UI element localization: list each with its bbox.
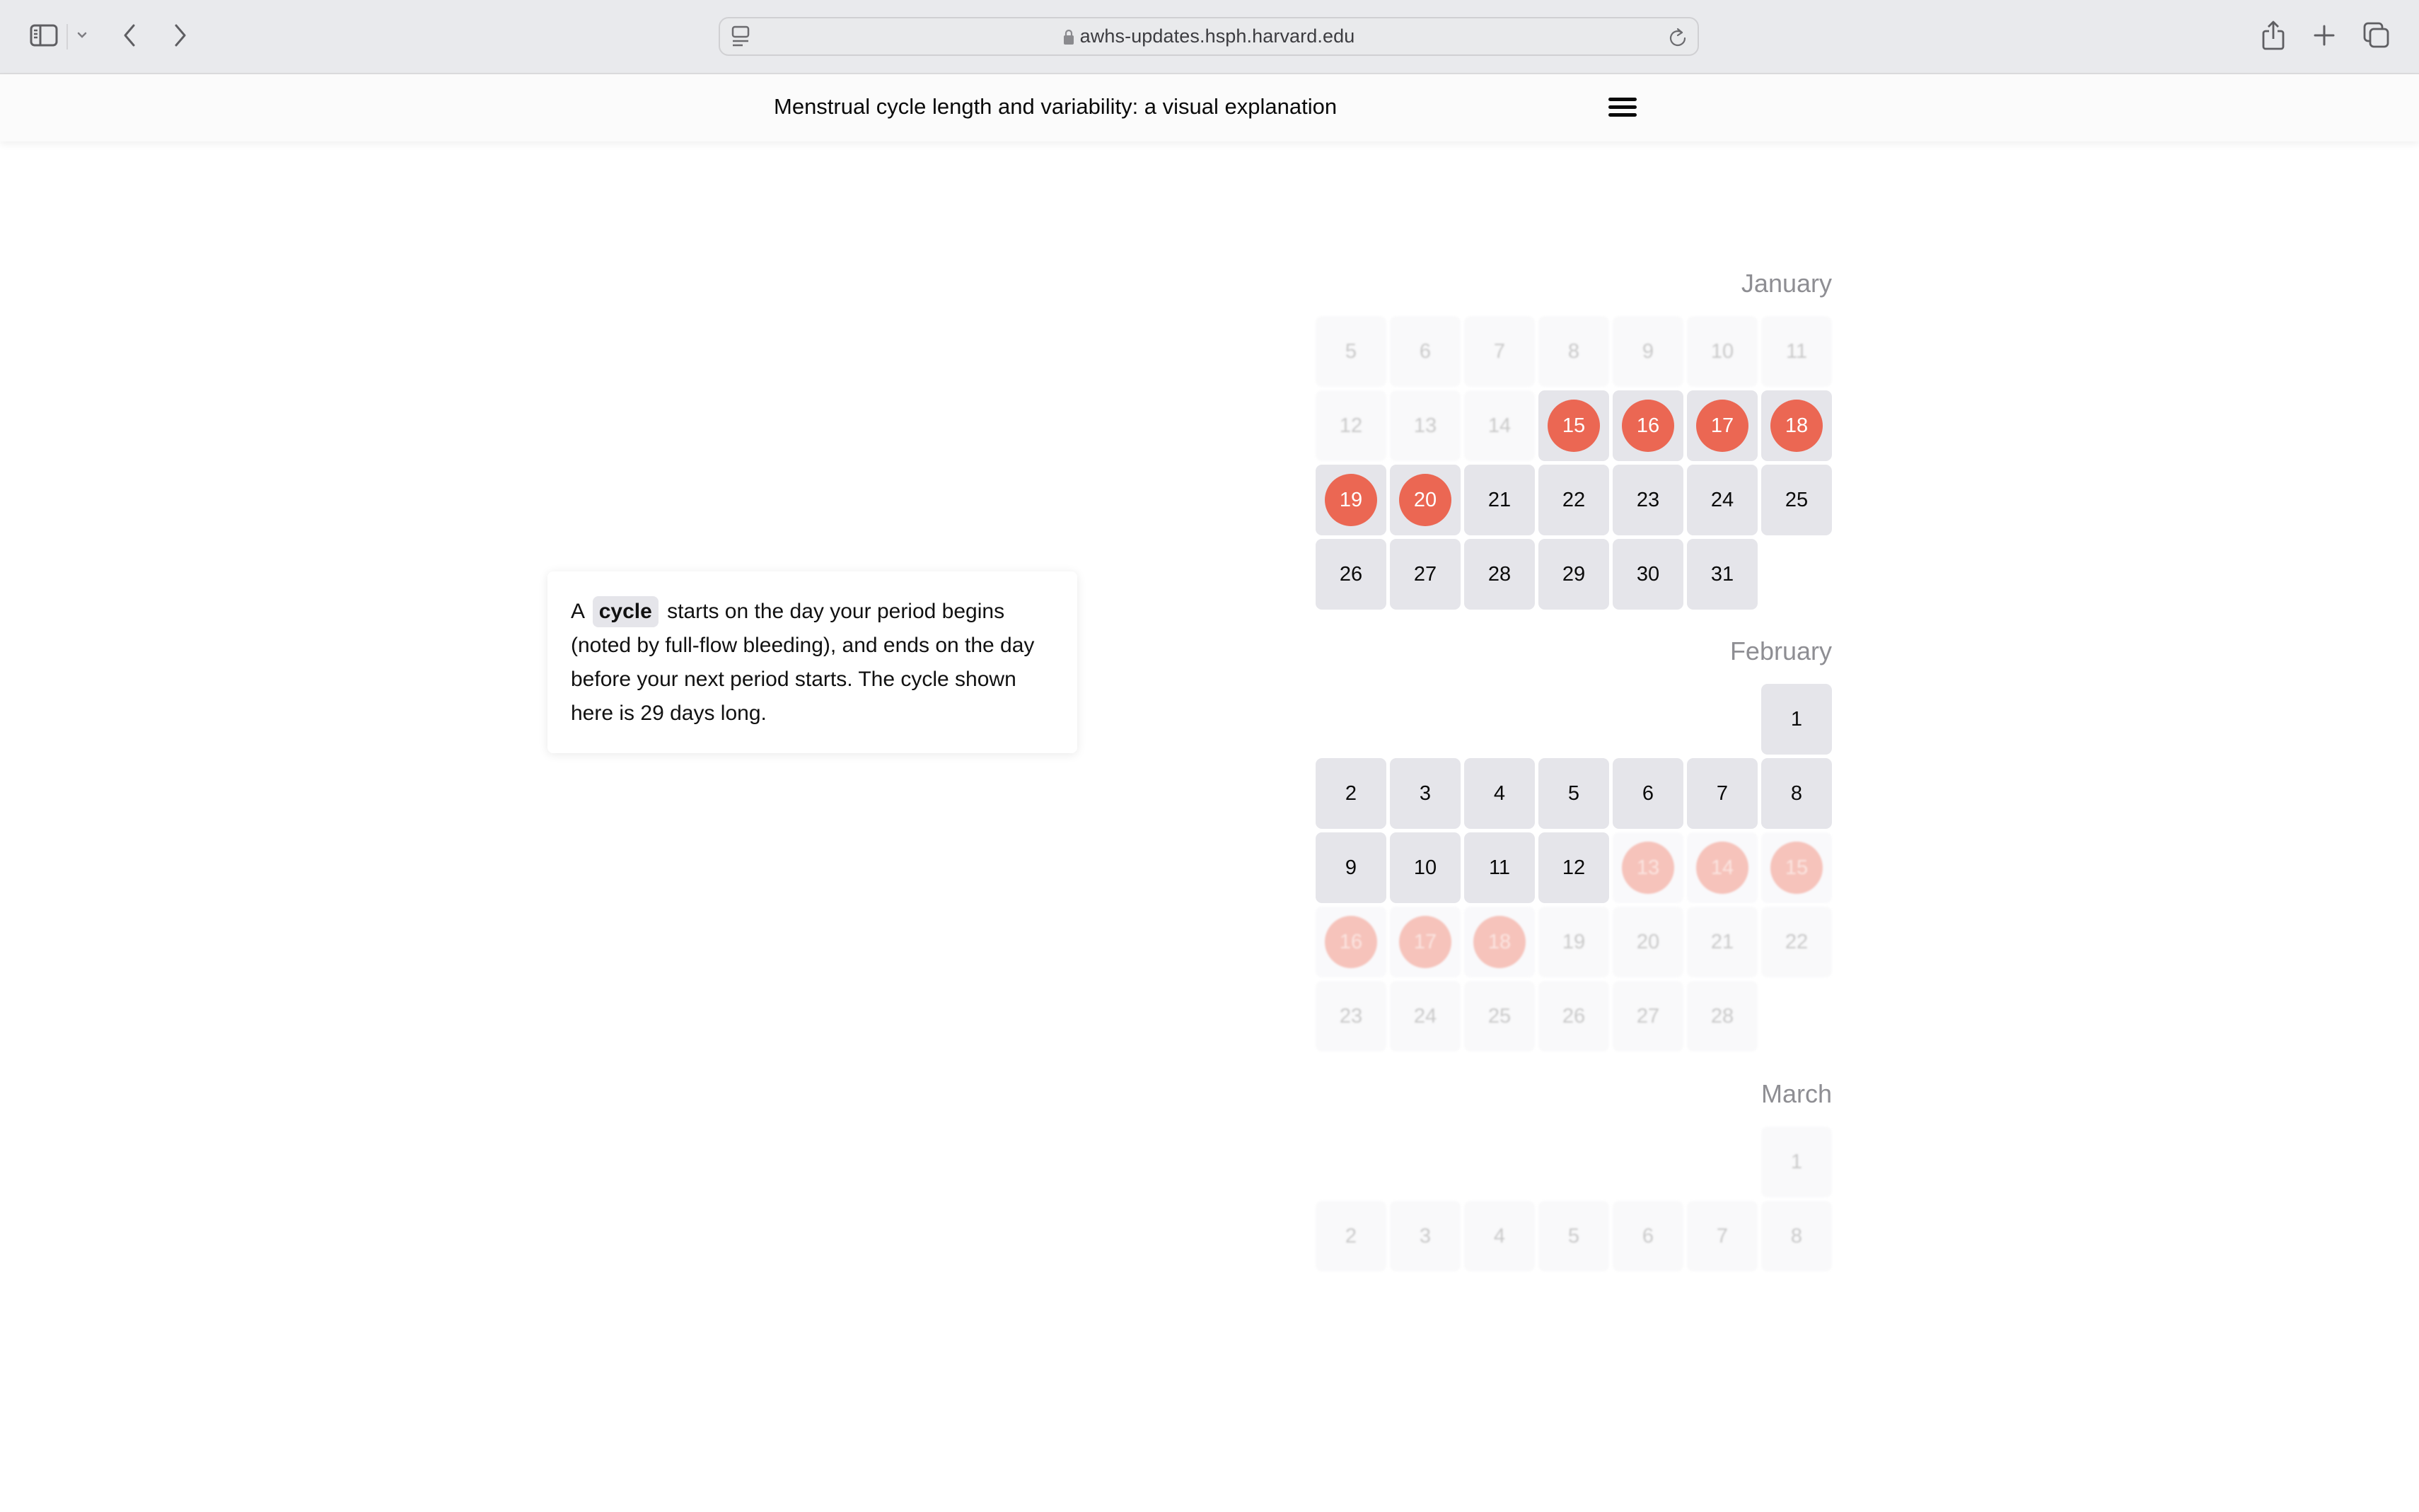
hamburger-line [1608,98,1637,101]
day-number: 4 [1493,781,1506,805]
day-number: 6 [1642,781,1654,805]
day-cell-march-3 [1390,1201,1461,1272]
hamburger-line [1608,113,1637,117]
day-cell-january-14 [1464,390,1535,461]
day-number: 17 [1413,930,1437,953]
day-cell-january-18 [1761,390,1832,461]
day-cell-march-6 [1613,1201,1683,1272]
day-number: 7 [1716,1224,1729,1248]
day-number: 3 [1419,781,1432,805]
address-bar[interactable] [719,17,1699,56]
url-display [720,18,1698,54]
day-cell-february-22 [1761,907,1832,977]
day-number: 10 [1710,339,1734,363]
day-cell-january-31 [1687,539,1758,610]
day-number: 9 [1642,339,1654,363]
day-number: 16 [1339,930,1363,953]
day-cell-february-19 [1538,907,1609,977]
month-label-march: March [1760,1079,1832,1108]
day-number: 12 [1339,414,1363,437]
day-cell-january-23 [1613,465,1683,535]
day-cell-january-11 [1761,316,1832,387]
day-cell-january-12 [1316,390,1386,461]
day-number: 26 [1562,1004,1586,1028]
day-number: 27 [1413,562,1437,586]
page-title: Menstrual cycle length and variability: a visual explanation [774,94,1338,119]
reload-icon[interactable] [1668,27,1688,48]
day-number: 28 [1487,562,1512,586]
day-number: 2 [1345,1224,1357,1248]
page-header [0,74,2419,141]
day-number: 25 [1487,1004,1512,1028]
day-number: 23 [1636,488,1660,511]
day-cell-february-14 [1687,832,1758,903]
day-cell-february-12 [1538,832,1609,903]
hamburger-icon[interactable] [1607,95,1638,121]
day-number: 2 [1345,781,1357,805]
day-cell-february-25 [1464,981,1535,1052]
day-cell-march-5 [1538,1201,1609,1272]
day-number: 26 [1339,562,1363,586]
day-cell-january-24 [1687,465,1758,535]
day-cell-january-28 [1464,539,1535,610]
day-cell-january-25 [1761,465,1832,535]
day-cell-february-9 [1316,832,1386,903]
day-number: 9 [1345,856,1357,879]
day-number: 7 [1716,781,1729,805]
url-text: awhs-updates.hsph.harvard.edu [1079,25,1355,47]
day-cell-january-26 [1316,539,1386,610]
explanation-text [571,595,1056,731]
day-cell-january-30 [1613,539,1683,610]
day-number: 24 [1413,1004,1437,1028]
day-number: 14 [1710,856,1734,879]
day-cell-january-17 [1687,390,1758,461]
day-number: 6 [1419,339,1432,363]
day-number: 19 [1562,930,1586,953]
day-cell-january-7 [1464,316,1535,387]
day-cell-february-21 [1687,907,1758,977]
day-number: 15 [1562,414,1586,437]
day-cell-february-4 [1464,758,1535,829]
day-cell-february-1 [1761,684,1832,755]
day-cell-february-18 [1464,907,1535,977]
day-cell-january-21 [1464,465,1535,535]
day-number: 14 [1487,414,1512,437]
share-icon[interactable] [2261,20,2286,51]
day-number: 18 [1487,930,1512,953]
day-number: 22 [1562,488,1586,511]
day-cell-february-7 [1687,758,1758,829]
day-cell-february-27 [1613,981,1683,1052]
day-cell-february-20 [1613,907,1683,977]
day-cell-january-6 [1390,316,1461,387]
day-number: 21 [1710,930,1734,953]
day-number: 13 [1413,414,1437,437]
new-tab-icon[interactable] [2311,21,2337,50]
month-label-february: February [1729,636,1832,665]
day-cell-february-16 [1316,907,1386,977]
day-cell-january-8 [1538,316,1609,387]
day-number: 5 [1567,1224,1580,1248]
chevron-down-icon[interactable] [74,21,91,50]
day-number: 27 [1636,1004,1660,1028]
day-cell-february-11 [1464,832,1535,903]
day-cell-february-24 [1390,981,1461,1052]
day-number: 11 [1785,339,1808,363]
day-number: 25 [1785,488,1809,511]
day-number: 13 [1636,856,1660,879]
day-cell-march-2 [1316,1201,1386,1272]
day-number: 22 [1785,930,1809,953]
day-cell-january-16 [1613,390,1683,461]
day-number: 29 [1562,562,1586,586]
day-cell-march-7 [1687,1201,1758,1272]
toolbar-divider [66,24,68,50]
day-cell-february-15 [1761,832,1832,903]
back-icon[interactable] [117,21,141,50]
day-cell-february-28 [1687,981,1758,1052]
day-number: 20 [1636,930,1660,953]
day-number: 7 [1493,339,1506,363]
day-number: 5 [1345,339,1357,363]
day-cell-february-17 [1390,907,1461,977]
day-number: 15 [1785,856,1809,879]
lock-icon [1063,28,1074,45]
day-number: 1 [1790,1150,1803,1173]
day-cell-february-23 [1316,981,1386,1052]
day-number: 20 [1413,488,1437,511]
tab-overview-icon[interactable] [2362,21,2391,50]
day-cell-january-15 [1538,390,1609,461]
day-number: 18 [1785,414,1809,437]
day-number: 17 [1710,414,1734,437]
day-number: 1 [1790,707,1803,731]
day-number: 8 [1790,1224,1803,1248]
card-prefix: A [571,600,584,623]
day-number: 30 [1636,562,1660,586]
day-number: 23 [1339,1004,1363,1028]
day-number: 21 [1487,488,1512,511]
day-cell-january-9 [1613,316,1683,387]
day-cell-january-5 [1316,316,1386,387]
month-label-january: January [1741,269,1832,298]
day-cell-january-20 [1390,465,1461,535]
day-cell-february-6 [1613,758,1683,829]
day-number: 8 [1567,339,1580,363]
forward-icon[interactable] [168,21,192,50]
day-number: 28 [1710,1004,1734,1028]
hamburger-line [1608,105,1637,109]
day-cell-january-10 [1687,316,1758,387]
day-cell-february-2 [1316,758,1386,829]
day-cell-march-8 [1761,1201,1832,1272]
day-cell-january-29 [1538,539,1609,610]
day-cell-february-5 [1538,758,1609,829]
day-number: 19 [1339,488,1363,511]
day-cell-march-1 [1761,1127,1832,1197]
day-number: 11 [1488,856,1511,879]
sidebar-icon[interactable] [28,21,59,50]
day-number: 4 [1493,1224,1506,1248]
day-number: 16 [1636,414,1660,437]
day-cell-february-13 [1613,832,1683,903]
day-cell-january-19 [1316,465,1386,535]
day-cell-february-26 [1538,981,1609,1052]
day-number: 10 [1413,856,1437,879]
day-number: 31 [1710,562,1734,586]
day-cell-january-22 [1538,465,1609,535]
day-cell-february-10 [1390,832,1461,903]
day-number: 24 [1710,488,1734,511]
browser-toolbar [0,0,2419,74]
day-number: 8 [1790,781,1803,805]
day-number: 12 [1562,856,1586,879]
day-number: 5 [1567,781,1580,805]
day-cell-march-4 [1464,1201,1535,1272]
day-cell-january-27 [1390,539,1461,610]
day-cell-february-3 [1390,758,1461,829]
term-highlight-chip[interactable]: cycle [593,596,659,627]
explanation-card [547,571,1077,753]
day-cell-january-13 [1390,390,1461,461]
day-cell-february-8 [1761,758,1832,829]
card-body: starts on the day your period begins (noted by full-flow bleeding), and ends on the day before your next period starts. The cycle shown here is 29 days long. [571,600,1035,725]
day-number: 3 [1419,1224,1432,1248]
day-number: 6 [1642,1224,1654,1248]
